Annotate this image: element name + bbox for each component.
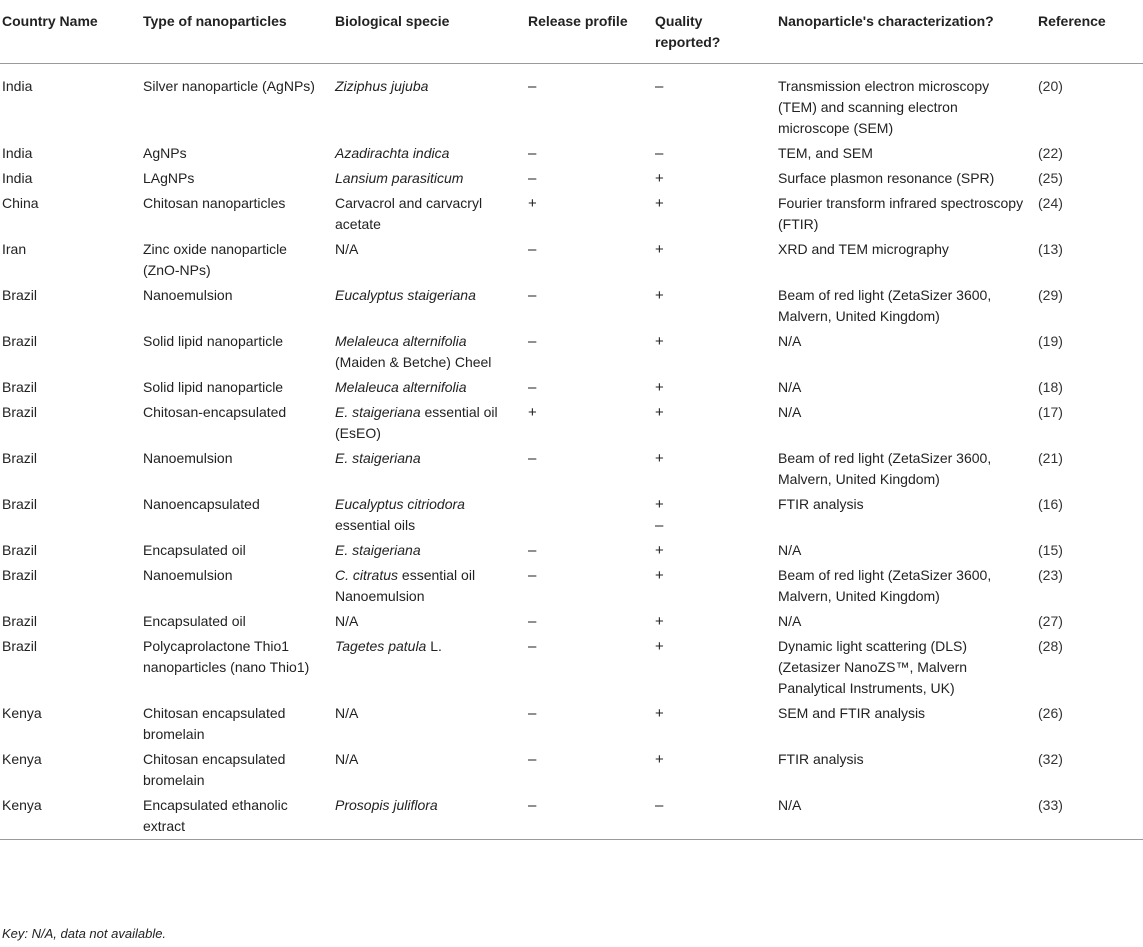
table-row — [0, 632, 1143, 699]
country-cell: Brazil — [2, 287, 38, 303]
country-cell: Brazil — [2, 567, 38, 583]
reference-cell: (17) — [1038, 404, 1063, 420]
release-cell: – — [528, 450, 537, 467]
reference-cell: (33) — [1032, 791, 1143, 840]
type-cell: Silver nanoparticle (AgNPs) — [143, 78, 315, 94]
quality-cell: – — [655, 145, 664, 162]
species-name: Eucalyptus citriodora — [335, 496, 465, 512]
reference-cell: (19) — [1038, 333, 1063, 349]
species-cell — [329, 373, 522, 398]
species-name: Azadirachta indica — [335, 145, 450, 161]
header-species: Biological specie — [329, 0, 522, 64]
release-cell: – — [528, 751, 537, 768]
characterization-cell: Fourier transform infrared spectroscopy (FTIR) — [778, 195, 1024, 232]
species-cell: C. citratus essential oil Nanoemulsion — [335, 567, 476, 604]
reference-cell: (16) — [1038, 496, 1063, 512]
header-country: Country Name — [0, 0, 137, 64]
characterization-cell: SEM and FTIR analysis — [778, 705, 926, 721]
type-cell: Polycaprolactone Thio1 nanoparticles (nano Thio1) — [143, 638, 310, 675]
quality-cell: – — [655, 78, 664, 95]
quality-cell: + — [655, 287, 664, 304]
type-cell: Chitosan encapsulated bromelain — [143, 751, 286, 788]
release-cell: – — [528, 78, 537, 95]
type-cell: Chitosan encapsulated bromelain — [143, 705, 286, 742]
quality-cell: + — [655, 705, 664, 722]
quality-cell: + — [655, 241, 664, 258]
table-row — [0, 745, 1143, 791]
table-row — [0, 189, 1143, 235]
species-cell — [329, 536, 522, 561]
country-cell: Brazil — [2, 638, 38, 654]
species-cell — [329, 444, 522, 490]
type-cell: Encapsulated oil — [143, 613, 246, 629]
table-row — [0, 235, 1143, 281]
release-cell: – — [528, 567, 537, 584]
table-row — [0, 699, 1143, 745]
quality-cell: + — [655, 542, 664, 559]
table-row — [0, 327, 1143, 373]
country-cell: Iran — [2, 241, 27, 257]
type-cell: Nanoemulsion — [143, 287, 233, 303]
table-row — [0, 536, 1143, 561]
release-cell: – — [528, 638, 537, 655]
species-name: Melaleuca alternifolia — [335, 333, 467, 349]
characterization-cell: Beam of red light (ZetaSizer 3600, Malvern, United Kingdom) — [778, 287, 992, 324]
header-release: Release profile — [522, 0, 649, 64]
table-row — [0, 373, 1143, 398]
country-cell: Kenya — [2, 751, 42, 767]
table-row — [0, 607, 1143, 632]
characterization-cell: XRD and TEM micrography — [778, 241, 949, 257]
reference-cell: (20) — [1038, 78, 1063, 94]
country-cell: Kenya — [0, 791, 137, 840]
quality-cell: + — [655, 450, 664, 467]
table-row — [0, 64, 1143, 140]
characterization-cell: Transmission electron microscopy (TEM) and scanning electron microscope (SEM) — [778, 78, 990, 136]
table-row — [0, 281, 1143, 327]
quality-cell: + — [655, 638, 664, 655]
characterization-cell: Beam of red light (ZetaSizer 3600, Malvern, United Kingdom) — [778, 567, 992, 604]
country-cell: Brazil — [2, 379, 38, 395]
species-name: C. citratus — [335, 567, 399, 583]
reference-cell: (27) — [1038, 613, 1063, 629]
reference-cell: (23) — [1038, 567, 1063, 583]
quality-cell: + — [655, 751, 664, 768]
characterization-cell: N/A — [778, 542, 802, 558]
quality-cell: + — [655, 613, 664, 630]
header-type: Type of nanoparticles — [137, 0, 329, 64]
quality-symbol: – — [655, 517, 664, 534]
quality-cell: + — [655, 195, 664, 212]
species-cell: N/A — [335, 241, 359, 257]
species-cell: N/A — [335, 751, 359, 767]
quality-cell: – — [649, 791, 772, 840]
release-cell: – — [528, 379, 537, 396]
table-row — [0, 398, 1143, 444]
country-cell: Brazil — [2, 404, 38, 420]
table-row — [0, 791, 1143, 840]
table-row — [0, 490, 1143, 536]
reference-cell: (28) — [1038, 638, 1063, 654]
release-cell: + — [528, 404, 537, 421]
country-cell: India — [2, 78, 33, 94]
characterization-cell: FTIR analysis — [778, 496, 864, 512]
quality-cell: + — [655, 379, 664, 396]
release-cell: – — [528, 145, 537, 162]
type-cell: Solid lipid nanoparticle — [143, 333, 284, 349]
characterization-cell: N/A — [778, 613, 802, 629]
species-cell: Melaleuca alternifolia (Maiden & Betche) Cheel — [335, 333, 492, 370]
release-cell: – — [528, 241, 537, 258]
quality-cell: + — [655, 567, 664, 584]
species-cell: N/A — [335, 613, 359, 629]
species-name: Prosopis juliflora — [335, 797, 438, 813]
country-cell: India — [2, 145, 33, 161]
release-cell: + — [528, 195, 537, 212]
type-cell: Nanoemulsion — [143, 450, 233, 466]
table-row — [0, 139, 1143, 164]
characterization-cell: N/A — [778, 333, 802, 349]
country-cell: Brazil — [2, 542, 38, 558]
reference-cell: (32) — [1038, 751, 1063, 767]
country-cell: Brazil — [2, 450, 38, 466]
type-cell: AgNPs — [143, 145, 187, 161]
characterization-cell: Dynamic light scattering (DLS) (Zetasizer NanoZS™, Malvern Panalytical Instruments, UK) — [778, 638, 968, 696]
table-row — [0, 164, 1143, 189]
characterization-cell: N/A — [778, 404, 802, 420]
reference-cell: (18) — [1038, 379, 1063, 395]
characterization-cell: TEM, and SEM — [778, 145, 873, 161]
species-cell — [329, 791, 522, 840]
reference-cell: (13) — [1038, 241, 1063, 257]
type-cell: Chitosan-encapsulated — [143, 404, 287, 420]
reference-cell: (29) — [1038, 287, 1063, 303]
species-name: Tagetes patula — [335, 638, 427, 654]
release-cell: – — [528, 705, 537, 722]
reference-cell: (22) — [1038, 145, 1063, 161]
species-cell: Carvacrol and carvacryl acetate — [335, 195, 483, 232]
species-name: Ziziphus jujuba — [335, 78, 429, 94]
table-row — [0, 561, 1143, 607]
release-cell — [522, 490, 649, 536]
characterization-cell: Beam of red light (ZetaSizer 3600, Malvern, United Kingdom) — [778, 450, 992, 487]
table-header-row — [0, 0, 1143, 64]
characterization-cell: N/A — [778, 379, 802, 395]
release-cell: – — [528, 613, 537, 630]
species-name: Melaleuca alternifolia — [335, 379, 467, 395]
species-name: E. staigeriana — [335, 450, 421, 466]
reference-cell: (21) — [1038, 450, 1063, 466]
type-cell: Encapsulated ethanolic extract — [137, 791, 329, 840]
quality-cell: + — [655, 404, 664, 421]
species-name: E. staigeriana — [335, 404, 421, 420]
header-characterization: Nanoparticle's characterization? — [772, 0, 1032, 64]
release-cell: – — [522, 791, 649, 840]
species-cell: E. staigeriana essential oil (EsEO) — [335, 404, 498, 441]
type-cell: Nanoencapsulated — [143, 496, 260, 512]
type-cell: Nanoemulsion — [143, 567, 233, 583]
table-row — [0, 444, 1143, 490]
reference-cell: (25) — [1038, 170, 1063, 186]
country-cell: Brazil — [2, 333, 38, 349]
species-cell — [329, 164, 522, 189]
species-name: Lansium parasiticum — [335, 170, 464, 186]
species-cell — [329, 139, 522, 164]
type-cell: LAgNPs — [143, 170, 195, 186]
reference-cell: (15) — [1038, 542, 1063, 558]
quality-cell: + — [655, 333, 664, 350]
header-reference: Reference — [1032, 0, 1143, 64]
country-cell: India — [2, 170, 33, 186]
quality-cell: + — [655, 170, 664, 187]
characterization-cell: FTIR analysis — [778, 751, 864, 767]
release-cell: – — [528, 170, 537, 187]
species-cell — [329, 64, 522, 140]
type-cell: Solid lipid nanoparticle — [143, 379, 284, 395]
species-cell: Eucalyptus citriodora essential oils — [335, 496, 465, 533]
header-quality: Quality reported? — [649, 0, 772, 64]
characterization-cell: Surface plasmon resonance (SPR) — [778, 170, 995, 186]
table-footnote: Key: N/A, data not available. — [2, 926, 167, 941]
country-cell: Brazil — [2, 496, 38, 512]
quality-cell — [649, 490, 772, 536]
release-cell: – — [528, 287, 537, 304]
species-name: E. staigeriana — [335, 542, 421, 558]
species-cell — [329, 281, 522, 327]
type-cell: Zinc oxide nanoparticle (ZnO-NPs) — [143, 241, 287, 278]
release-cell: – — [528, 542, 537, 559]
release-cell: – — [528, 333, 537, 350]
quality-symbol: + — [655, 496, 664, 513]
country-cell: China — [2, 195, 39, 211]
characterization-cell: N/A — [772, 791, 1032, 840]
country-cell: Brazil — [2, 613, 38, 629]
species-cell: Tagetes patula L. — [335, 638, 442, 654]
species-cell: N/A — [335, 705, 359, 721]
type-cell: Chitosan nanoparticles — [143, 195, 286, 211]
reference-cell: (26) — [1038, 705, 1063, 721]
reference-cell: (24) — [1038, 195, 1063, 211]
species-name: Eucalyptus staigeriana — [335, 287, 476, 303]
type-cell: Encapsulated oil — [143, 542, 246, 558]
country-cell: Kenya — [2, 705, 42, 721]
